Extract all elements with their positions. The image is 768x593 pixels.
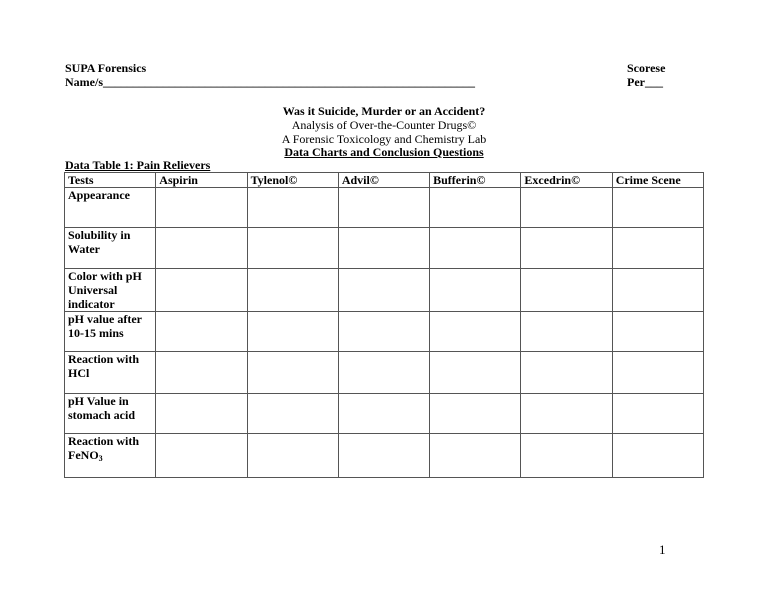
col-header: Crime Scene <box>612 173 703 188</box>
period-field: Per___ <box>627 75 663 89</box>
col-header: Tylenol© <box>247 173 338 188</box>
row-label-text: pH Value in stomach acid <box>68 394 135 422</box>
table-caption: Data Table 1: Pain Relievers <box>65 158 211 172</box>
data-cell[interactable] <box>430 269 521 312</box>
data-cell[interactable] <box>338 188 429 228</box>
data-cell[interactable] <box>430 434 521 478</box>
col-header: Aspirin <box>156 173 247 188</box>
doc-subtitle-1: Analysis of Over-the-Counter Drugs© <box>291 118 477 132</box>
data-cell[interactable] <box>247 434 338 478</box>
table-row <box>65 434 704 478</box>
data-cell[interactable] <box>156 188 247 228</box>
data-cell[interactable] <box>521 188 612 228</box>
data-cell[interactable] <box>338 312 429 352</box>
data-cell[interactable] <box>521 312 612 352</box>
table-row <box>65 394 704 434</box>
row-label-text: Color with pH Universal indicator <box>68 269 142 311</box>
data-cell[interactable] <box>430 312 521 352</box>
names-field: Name/s______________________________________________________________ <box>65 75 475 89</box>
data-cell[interactable] <box>521 228 612 269</box>
score-label: Scorese <box>627 61 666 75</box>
doc-subtitle-3: Data Charts and Conclusion Questions <box>284 145 484 159</box>
data-cell[interactable] <box>156 434 247 478</box>
data-table <box>64 172 704 478</box>
data-cell[interactable] <box>338 434 429 478</box>
data-cell[interactable] <box>612 394 703 434</box>
table-header-row <box>65 173 704 188</box>
data-cell[interactable] <box>247 394 338 434</box>
data-cell[interactable] <box>430 352 521 394</box>
row-label-subscript: 3 <box>98 454 103 463</box>
table-row <box>65 312 704 352</box>
data-cell[interactable] <box>247 312 338 352</box>
row-label <box>65 269 156 312</box>
data-cell[interactable] <box>156 394 247 434</box>
row-label <box>65 352 156 394</box>
row-label <box>65 312 156 352</box>
table-row <box>65 269 704 312</box>
data-cell[interactable] <box>156 352 247 394</box>
table-row <box>65 352 704 394</box>
col-header: Bufferin© <box>430 173 521 188</box>
data-cell[interactable] <box>521 269 612 312</box>
data-cell[interactable] <box>430 228 521 269</box>
data-cell[interactable] <box>612 434 703 478</box>
data-cell[interactable] <box>338 394 429 434</box>
data-cell[interactable] <box>612 312 703 352</box>
row-label <box>65 188 156 228</box>
row-label-text: pH value after 10-15 mins <box>68 312 142 340</box>
row-label <box>65 394 156 434</box>
row-label <box>65 228 156 269</box>
data-cell[interactable] <box>247 188 338 228</box>
data-cell[interactable] <box>612 352 703 394</box>
row-label-text: Appearance <box>68 188 130 202</box>
row-label-text: Reaction with FeNO <box>68 434 139 462</box>
row-label <box>65 434 156 478</box>
row-label-text: Reaction with HCl <box>68 352 139 380</box>
data-cell[interactable] <box>612 228 703 269</box>
data-cell[interactable] <box>338 228 429 269</box>
table-row <box>65 228 704 269</box>
page-number: 1 <box>659 542 666 557</box>
doc-subtitle-2: A Forensic Toxicology and Chemistry Lab <box>281 132 487 146</box>
doc-title: Was it Suicide, Murder or an Accident? <box>282 104 486 118</box>
data-cell[interactable] <box>521 434 612 478</box>
data-cell[interactable] <box>156 269 247 312</box>
data-cell[interactable] <box>612 269 703 312</box>
data-cell[interactable] <box>247 269 338 312</box>
row-label-text: Solubility in Water <box>68 228 131 256</box>
data-cell[interactable] <box>156 228 247 269</box>
col-header: Excedrin© <box>521 173 612 188</box>
data-cell[interactable] <box>338 269 429 312</box>
table-row <box>65 188 704 228</box>
col-header: Advil© <box>338 173 429 188</box>
data-cell[interactable] <box>430 188 521 228</box>
data-cell[interactable] <box>247 352 338 394</box>
course-name: SUPA Forensics <box>65 61 147 75</box>
data-cell[interactable] <box>338 352 429 394</box>
data-cell[interactable] <box>612 188 703 228</box>
col-header: Tests <box>65 173 156 188</box>
data-cell[interactable] <box>247 228 338 269</box>
data-cell[interactable] <box>430 394 521 434</box>
data-cell[interactable] <box>521 394 612 434</box>
data-cell[interactable] <box>156 312 247 352</box>
data-cell[interactable] <box>521 352 612 394</box>
